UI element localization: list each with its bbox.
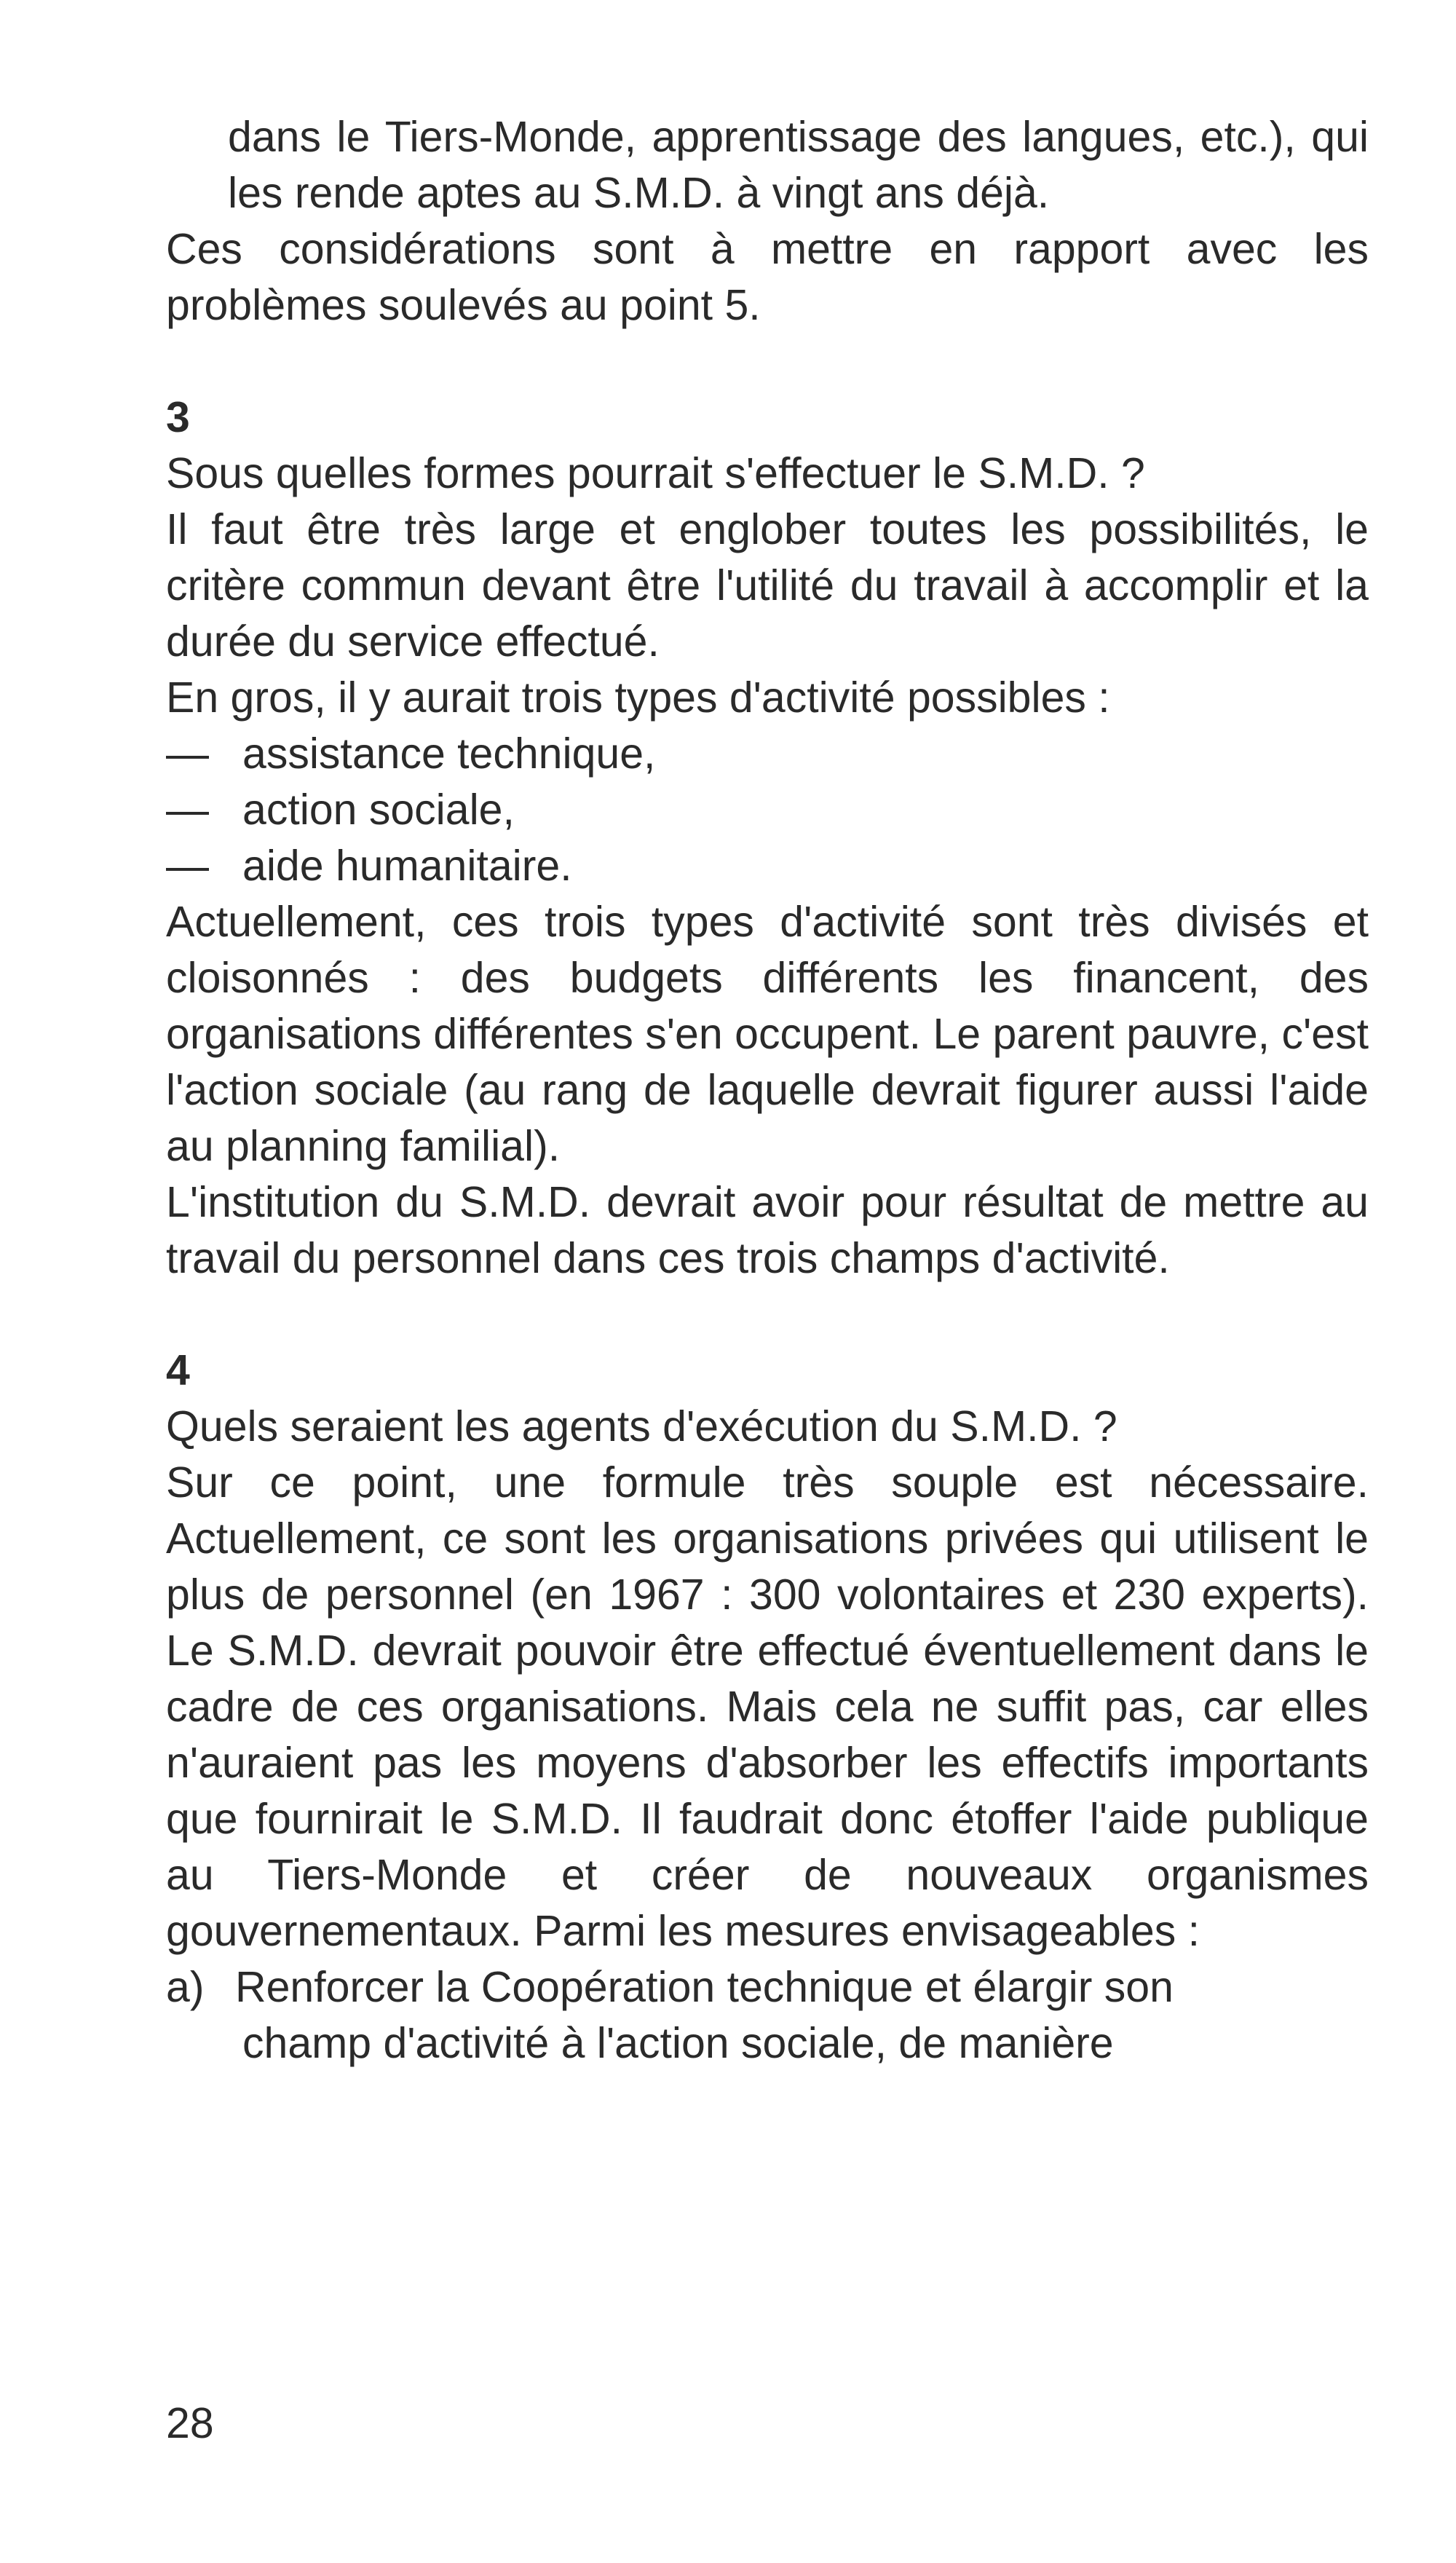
- section-3-intro: En gros, il y aurait trois types d'activité possibles :: [166, 674, 1110, 722]
- actuellement-paragraph: Actuellement, ces trois types d'activité sont très divisés et cloisonnés : des budgets différents les financent, des organisations différentes s'en occupent. Le parent pauvre, c'est l'action sociale (au rang de laquelle devrait figurer aussi l'aide au planning familial).: [166, 898, 1369, 1170]
- continuation-paragraph: dans le Tiers-Monde, apprentissage des langues, etc.), qui les rende aptes au S.M.D. à vingt ans déjà.: [228, 113, 1369, 217]
- dash-marker: —: [166, 842, 209, 890]
- considerations-paragraph: Ces considérations sont à mettre en rapport avec les problèmes soulevés au point 5.: [166, 225, 1369, 329]
- list-item-a-line-1: Renforcer la Coopération technique et élargir son: [235, 1963, 1174, 2011]
- section-4-body: Sur ce point, une formule très souple est nécessaire. Actuellement, ce sont les organisations privées qui utilisent le plus de personnel (en 1967 : 300 volontaires et 230 experts). Le S.M.D. devrait pouvoir être effectué éventuellement dans le cadre de ces organisations. Mais cela ne suffit pas, car elles n'auraient pas les moyens d'absorber les effectifs importants que fournirait le S.M.D. Il faudrait donc étoffer l'aide publique au Tiers-Monde et créer de nouveaux organismes gouvernementaux. Parmi les mesures envisageables :: [166, 1458, 1369, 1955]
- list-item-a-line-2: champ d'activité à l'action sociale, de manière: [242, 2019, 1114, 2067]
- dash-marker: —: [166, 786, 209, 834]
- list-item-a: [166, 1959, 1369, 2072]
- section-3-body: Il faut être très large et englober toutes les possibilités, le critère commun devant être l'utilité du travail à accomplir et la durée du service effectué.: [166, 505, 1369, 666]
- list-item: [166, 726, 1369, 782]
- section-number-3: 3: [166, 393, 190, 441]
- section-4-question: Quels seraient les agents d'exécution du S.M.D. ?: [166, 1402, 1117, 1450]
- list-item-text: action sociale,: [242, 786, 515, 834]
- dash-marker: —: [166, 730, 209, 778]
- page-number: 28: [166, 2399, 214, 2447]
- list-item: [166, 782, 1369, 838]
- list-marker-a: a): [166, 1963, 205, 2011]
- list-item-text: aide humanitaire.: [242, 842, 572, 890]
- list-item-text: assistance technique,: [242, 730, 656, 778]
- section-3-question: Sous quelles formes pourrait s'effectuer le S.M.D. ?: [166, 449, 1145, 497]
- section-number-4: 4: [166, 1346, 190, 1394]
- list-item-a-text: [235, 1959, 1369, 2072]
- list-item: [166, 838, 1369, 894]
- institution-paragraph: L'institution du S.M.D. devrait avoir pour résultat de mettre au travail du personnel dans ces trois champs d'activité.: [166, 1178, 1369, 1282]
- page-text: [166, 109, 1369, 2072]
